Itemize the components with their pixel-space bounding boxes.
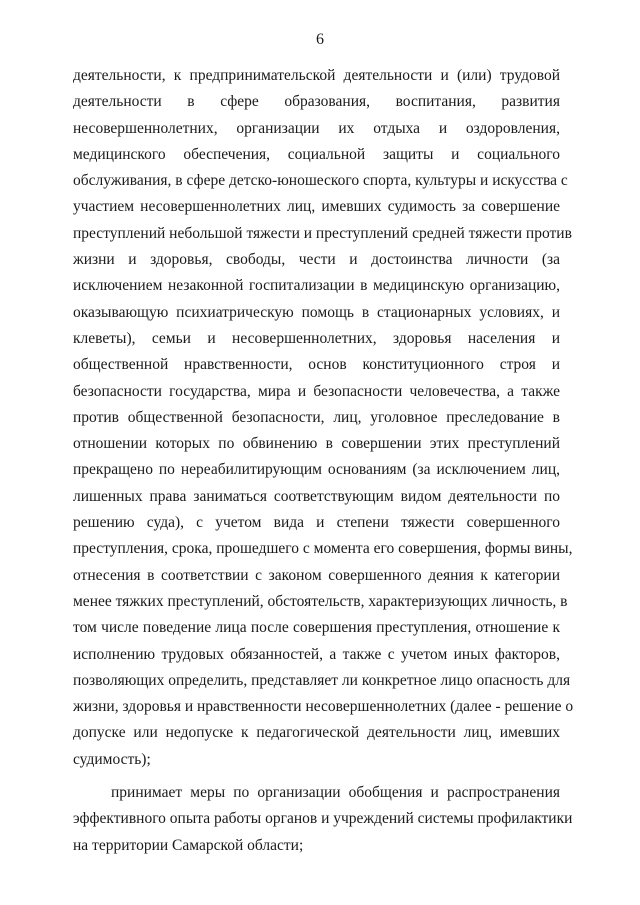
text-line: оказывающую психиатрическую помощь в стационарных условиях, и (73, 303, 560, 321)
text-line: эффективного опыта работы органов и учреждений системы профилактики (73, 810, 573, 828)
text-line: отношении которых по обвинению в совершении этих преступлений (73, 435, 560, 453)
text-line: решению суда), с учетом вида и степени тяжести совершенного (73, 514, 560, 532)
text-line: против общественной безопасности, лиц, уголовное преследование в (73, 408, 560, 426)
text-line: принимает меры по организации обобщения и распространения (111, 784, 560, 802)
text-line: безопасности государства, мира и безопасности человечества, а также (73, 382, 560, 400)
text-line: общественной нравственности, основ конституционного строя и (73, 356, 560, 374)
text-line: деятельности в сфере образования, воспитания, развития (73, 93, 560, 111)
text-line: участием несовершеннолетних лиц, имевших судимость за совершение (73, 198, 560, 216)
text-line: лишенных права заниматься соответствующим видом деятельности по (73, 487, 560, 505)
text-line: позволяющих определить, представляет ли конкретное лицо опасность для (73, 671, 571, 689)
paragraph-1 (73, 63, 574, 773)
text-line: медицинского обеспечения, социальной защиты и социального (73, 145, 560, 163)
text-line: том числе поведение лица после совершения преступления, отношение к (73, 619, 560, 637)
page-number: 6 (316, 31, 324, 48)
document-body (73, 63, 574, 859)
text-line: судимость); (73, 750, 151, 768)
text-line: жизни и здоровья, свободы, чести и достоинства личности (за (73, 251, 560, 269)
text-line: исключением незаконной госпитализации в медицинскую организацию, (73, 277, 560, 295)
text-line: менее тяжких преступлений, обстоятельств, характеризующих личность, в (73, 592, 568, 610)
text-line: исполнению трудовых обязанностей, а также с учетом иных факторов, (73, 645, 560, 663)
text-line: на территории Самарской области; (73, 836, 304, 854)
text-line: жизни, здоровья и нравственности несовершеннолетних (далее - решение о (73, 698, 574, 716)
text-line: прекращено по нереабилитирующим основаниям (за исключением лиц, (73, 461, 560, 479)
text-line: несовершеннолетних, организации их отдыха и оздоровления, (73, 119, 560, 137)
text-line: деятельности, к предпринимательской деятельности и (или) трудовой (73, 67, 560, 84)
text-line: отнесения в соответствии с законом совершенного деяния к категории (73, 566, 560, 584)
text-line: допуске или недопуске к педагогической деятельности лиц, имевших (73, 724, 560, 742)
paragraph-2 (73, 780, 573, 859)
text-line: преступления, срока, прошедшего с момента его совершения, формы вины, (73, 540, 573, 558)
text-line: клеветы), семьи и несовершеннолетних, здоровья населения и (73, 329, 560, 347)
text-line: преступлений небольшой тяжести и преступлений средней тяжести против (73, 224, 572, 242)
text-line: обслуживания, в сфере детско-юношеского спорта, культуры и искусства с (73, 172, 568, 190)
